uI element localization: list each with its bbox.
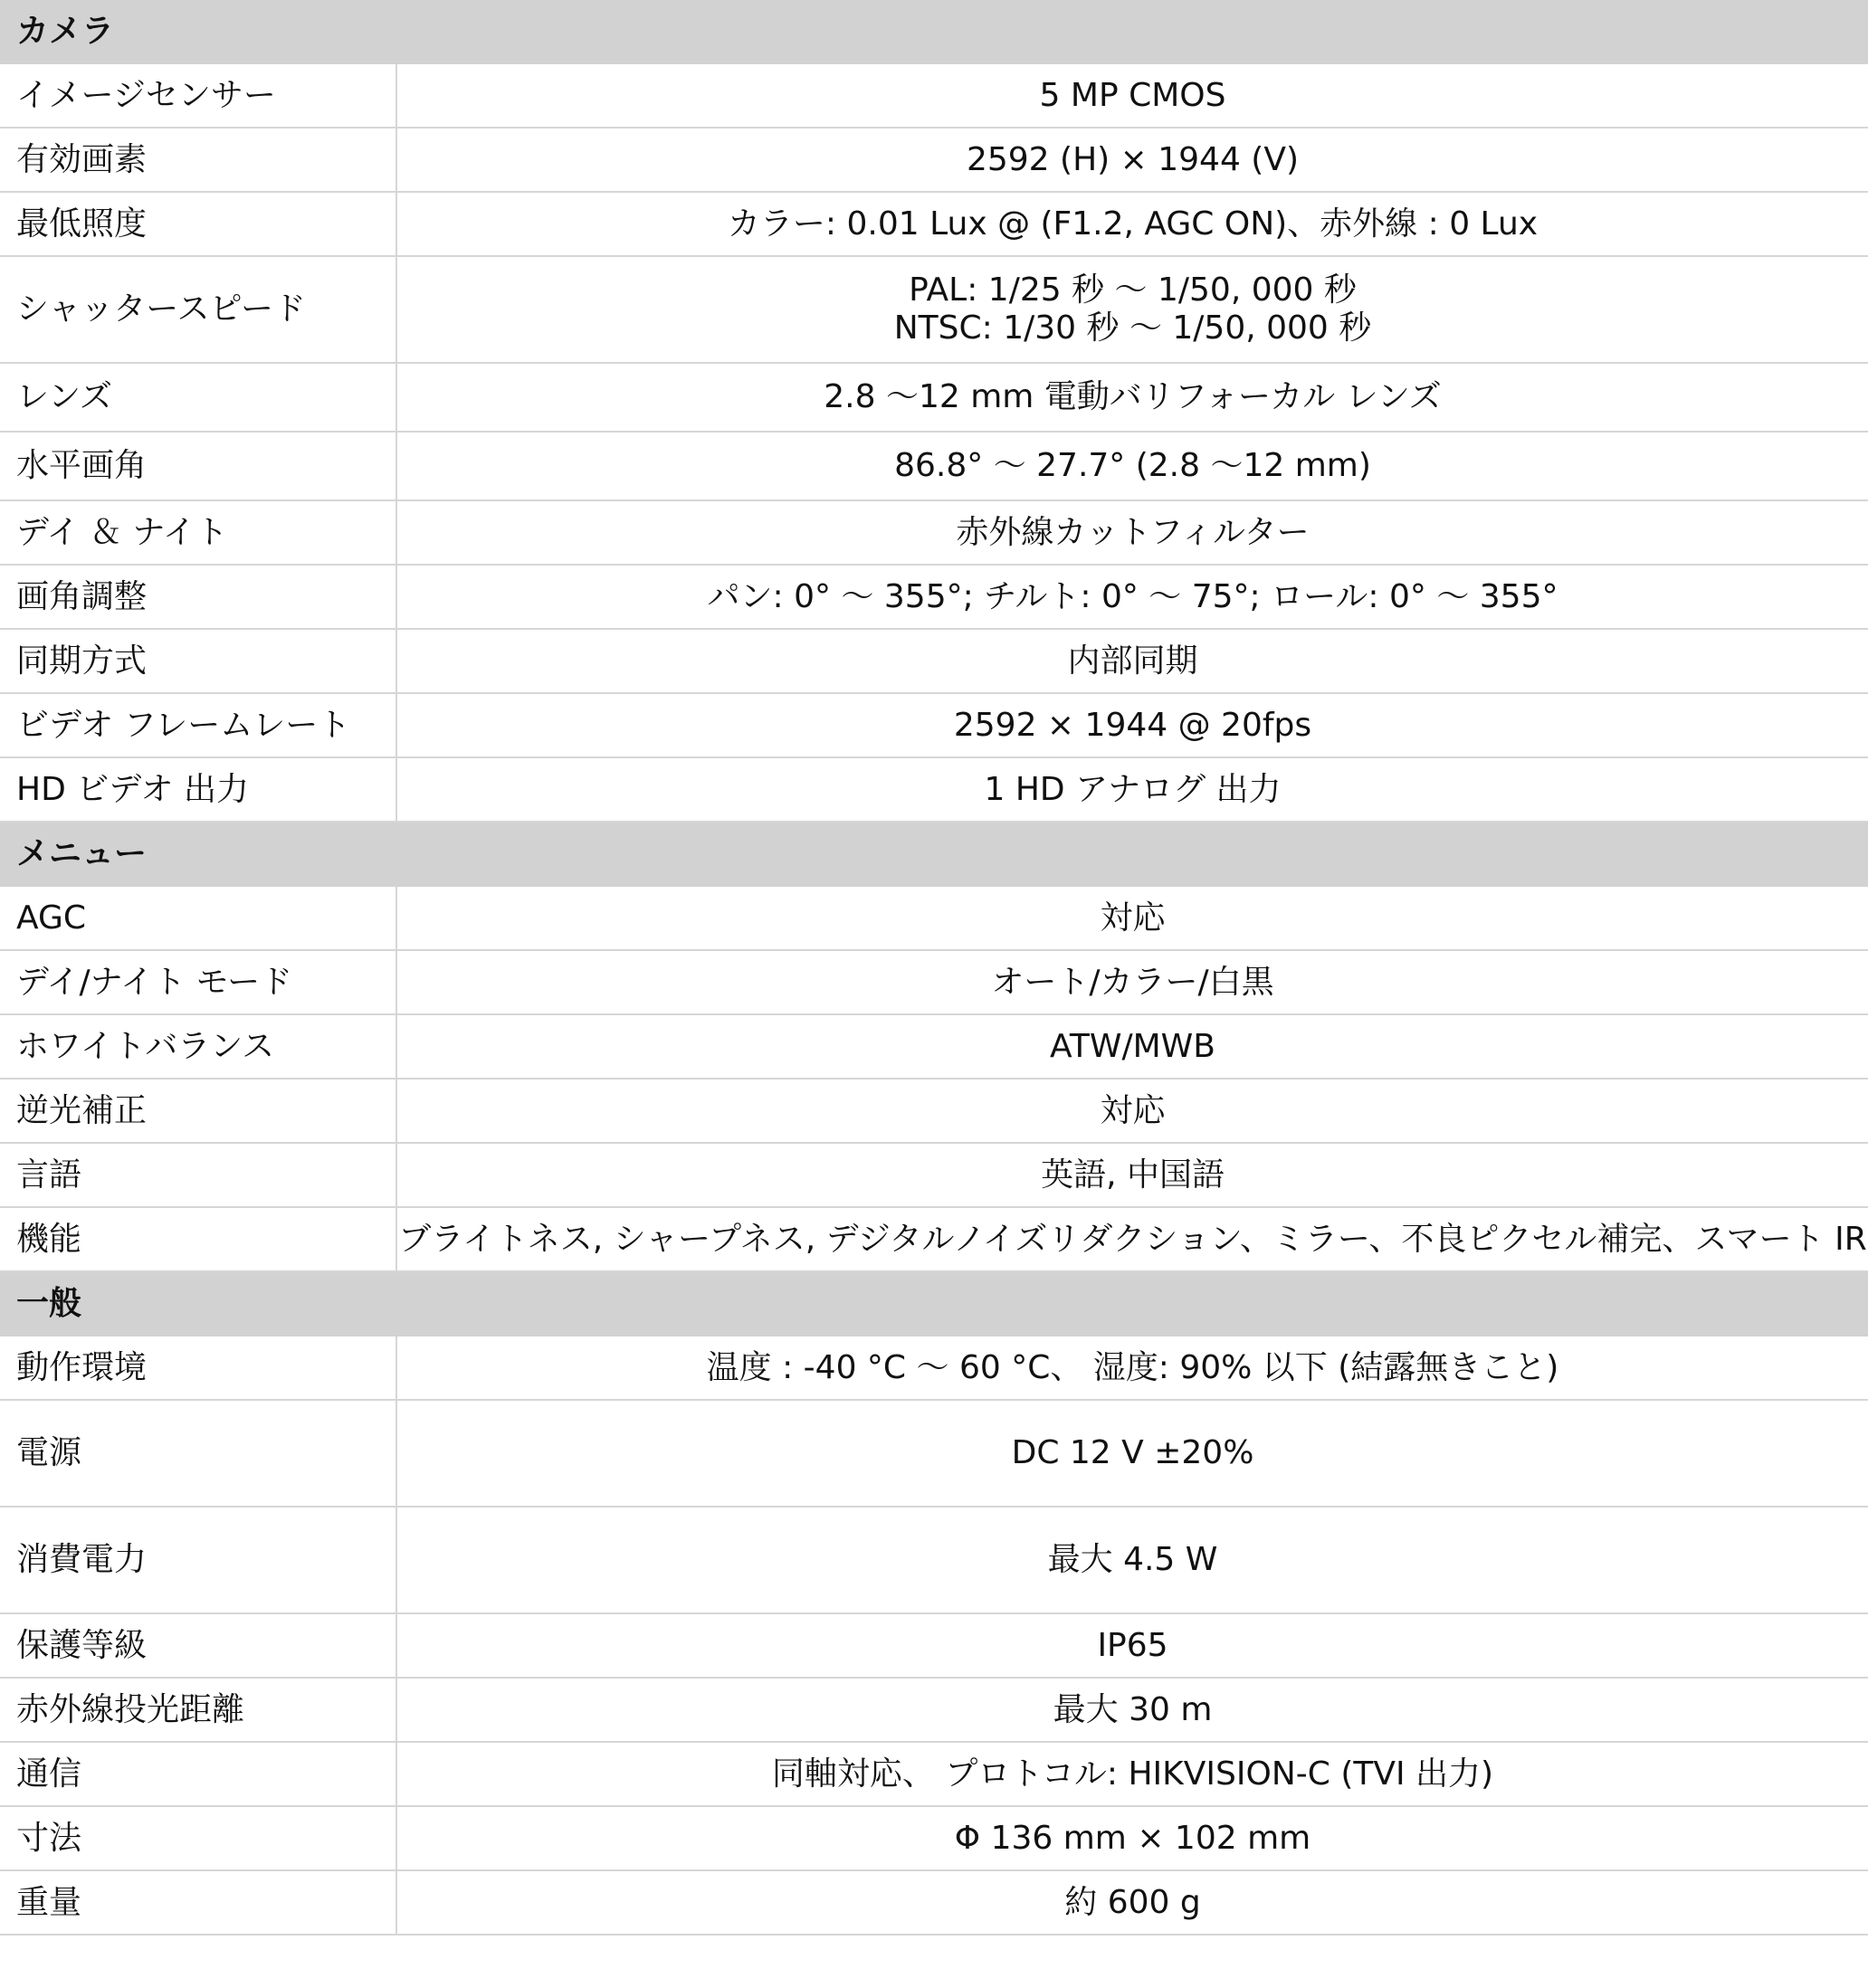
spec-label: 画角調整 xyxy=(0,565,396,629)
spec-value: 2.8 ～12 mm 電動バリフォーカル レンズ xyxy=(396,363,1868,432)
spec-label: 同期方式 xyxy=(0,629,396,693)
spec-value: パン: 0° ～ 355°; チルト: 0° ～ 75°; ロール: 0° ～ 355° xyxy=(396,565,1868,629)
spec-row-dimensions xyxy=(0,1806,1868,1870)
spec-value: 対応 xyxy=(396,886,1868,950)
section-title: カメラ xyxy=(0,0,1868,63)
spec-row-hd-video-output xyxy=(0,757,1868,822)
spec-value: オート/カラー/白黒 xyxy=(396,950,1868,1014)
spec-value: 内部同期 xyxy=(396,629,1868,693)
spec-label: 動作環境 xyxy=(0,1336,396,1400)
spec-label: 電源 xyxy=(0,1400,396,1507)
spec-value: ATW/MWB xyxy=(396,1014,1868,1079)
spec-label: 水平画角 xyxy=(0,432,396,500)
spec-row-day-night-mode xyxy=(0,950,1868,1014)
spec-row-day-night xyxy=(0,500,1868,565)
spec-value: カラー: 0.01 Lux @ (F1.2, AGC ON)、赤外線 : 0 Lux xyxy=(396,192,1868,256)
spec-label: 言語 xyxy=(0,1143,396,1207)
spec-row-weight xyxy=(0,1870,1868,1935)
spec-value: 対応 xyxy=(396,1079,1868,1143)
spec-label: 消費電力 xyxy=(0,1507,396,1613)
spec-label: ビデオ フレームレート xyxy=(0,693,396,757)
spec-label: 保護等級 xyxy=(0,1613,396,1678)
spec-label: AGC xyxy=(0,886,396,950)
spec-row-functions xyxy=(0,1207,1868,1271)
spec-value: 2592 × 1944 @ 20fps xyxy=(396,693,1868,757)
spec-value: 86.8° ～ 27.7° (2.8 ～12 mm) xyxy=(396,432,1868,500)
spec-row-effective-pixels xyxy=(0,128,1868,192)
spec-value: 赤外線カットフィルター xyxy=(396,500,1868,565)
spec-value-line: NTSC: 1/30 秒 ～ 1/50, 000 秒 xyxy=(893,309,1372,347)
spec-value-line: PAL: 1/25 秒 ～ 1/50, 000 秒 xyxy=(909,271,1357,309)
spec-row-protection-rating xyxy=(0,1613,1868,1678)
spec-value: 最大 4.5 W xyxy=(396,1507,1868,1613)
spec-label: 赤外線投光距離 xyxy=(0,1678,396,1742)
spec-value: 5 MP CMOS xyxy=(396,63,1868,128)
spec-value: 温度 : -40 °C ～ 60 °C、 湿度: 90% 以下 (結露無きこと) xyxy=(396,1336,1868,1400)
spec-label: デイ ＆ ナイト xyxy=(0,500,396,565)
spec-row-power-supply xyxy=(0,1400,1868,1507)
spec-value: 同軸対応、 プロトコル: HIKVISION-C (TVI 出力) xyxy=(396,1742,1868,1806)
spec-row-power-consumption xyxy=(0,1507,1868,1613)
spec-label: シャッタースピード xyxy=(0,256,396,363)
spec-row-communication xyxy=(0,1742,1868,1806)
spec-label: レンズ xyxy=(0,363,396,432)
spec-row-language xyxy=(0,1143,1868,1207)
spec-label: イメージセンサー xyxy=(0,63,396,128)
spec-value: ブライトネス, シャープネス, デジタルノイズリダクション、ミラー、不良ピクセル補完、スマート IR xyxy=(396,1207,1868,1271)
spec-value: 約 600 g xyxy=(396,1870,1868,1935)
section-header-camera xyxy=(0,0,1868,63)
spec-label: デイ/ナイト モード xyxy=(0,950,396,1014)
spec-label: 通信 xyxy=(0,1742,396,1806)
spec-row-shutter-speed xyxy=(0,256,1868,363)
spec-row-horizontal-fov xyxy=(0,432,1868,500)
spec-value: Φ 136 mm × 102 mm xyxy=(396,1806,1868,1870)
spec-label: 最低照度 xyxy=(0,192,396,256)
spec-row-white-balance xyxy=(0,1014,1868,1079)
spec-value: IP65 xyxy=(396,1613,1868,1678)
spec-row-image-sensor xyxy=(0,63,1868,128)
spec-label: 逆光補正 xyxy=(0,1079,396,1143)
spec-value: 英語, 中国語 xyxy=(396,1143,1868,1207)
spec-label: HD ビデオ 出力 xyxy=(0,757,396,822)
spec-row-angle-adjustment xyxy=(0,565,1868,629)
spec-row-lens xyxy=(0,363,1868,432)
spec-row-sync-system xyxy=(0,629,1868,693)
spec-row-backlight-comp xyxy=(0,1079,1868,1143)
spec-label: ホワイトバランス xyxy=(0,1014,396,1079)
section-header-general xyxy=(0,1271,1868,1336)
spec-label: 有効画素 xyxy=(0,128,396,192)
section-title: 一般 xyxy=(0,1271,1868,1336)
spec-label: 機能 xyxy=(0,1207,396,1271)
spec-value: 最大 30 m xyxy=(396,1678,1868,1742)
spec-label: 重量 xyxy=(0,1870,396,1935)
section-title: メニュー xyxy=(0,822,1868,886)
spec-row-agc xyxy=(0,886,1868,950)
spec-value xyxy=(396,256,1868,363)
spec-row-frame-rate xyxy=(0,693,1868,757)
spec-value: DC 12 V ±20% xyxy=(396,1400,1868,1507)
section-header-menu xyxy=(0,822,1868,886)
spec-value: 2592 (H) × 1944 (V) xyxy=(396,128,1868,192)
spec-row-ir-range xyxy=(0,1678,1868,1742)
spec-label: 寸法 xyxy=(0,1806,396,1870)
spec-row-operating-env xyxy=(0,1336,1868,1400)
spec-value: 1 HD アナログ 出力 xyxy=(396,757,1868,822)
spec-row-min-illumination xyxy=(0,192,1868,256)
